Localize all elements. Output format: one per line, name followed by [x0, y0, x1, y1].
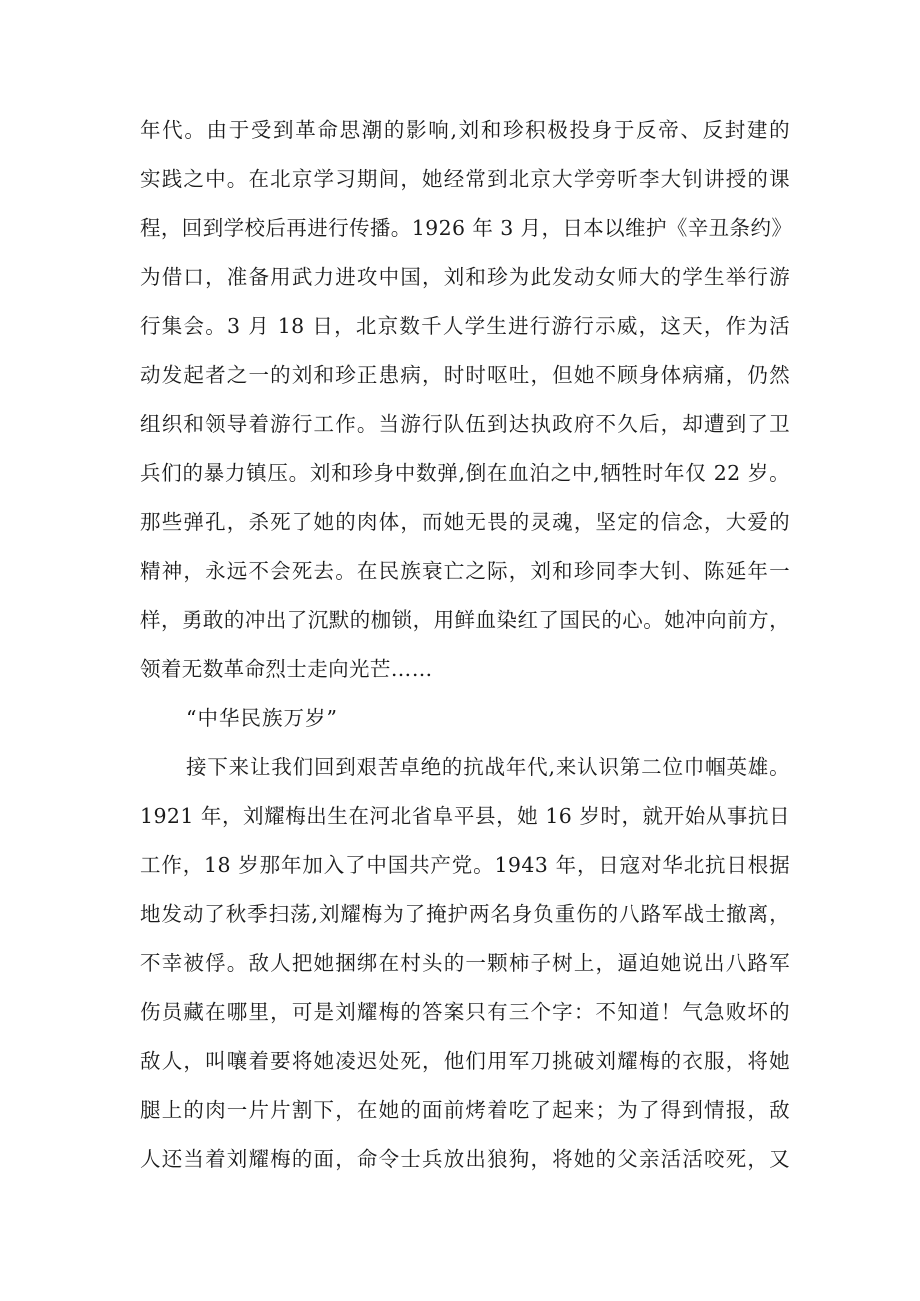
- text-line: 为借口，准备用武力进攻中国，刘和珍为此发动女师大的学生举行游: [140, 265, 790, 289]
- text-line: 行集会。3 月 18 日，北京数千人学生进行游行示威，这天，作为活: [140, 314, 790, 338]
- text-line: 接下来让我们回到艰苦卓绝的抗战年代,来认识第二位巾帼英雄。: [186, 755, 790, 779]
- text-line: 精神，永远不会死去。在民族衰亡之际，刘和珍同李大钊、陈延年一: [140, 559, 790, 583]
- text-line: 实践之中。在北京学习期间，她经常到北京大学旁听李大钊讲授的课: [140, 167, 790, 191]
- text-line: 兵们的暴力镇压。刘和珍身中数弹,倒在血泊之中,牺牲时年仅 22 岁。: [140, 461, 790, 485]
- text-line: 不幸被俘。敌人把她捆绑在村头的一颗柿子树上，逼迫她说出八路军: [140, 951, 790, 975]
- text-line: 1921 年，刘耀梅出生在河北省阜平县，她 16 岁时，就开始从事抗日: [140, 804, 790, 828]
- text-line: 腿上的肉一片片割下，在她的面前烤着吃了起来；为了得到情报，敌: [140, 1098, 790, 1122]
- text-line: 工作，18 岁那年加入了中国共产党。1943 年，日寇对华北抗日根据: [140, 853, 790, 877]
- text-line: 地发动了秋季扫荡,刘耀梅为了掩护两名身负重伤的八路军战士撤离，: [140, 902, 790, 926]
- text-line: 伤员藏在哪里，可是刘耀梅的答案只有三个字：不知道！气急败坏的: [140, 1000, 790, 1024]
- text-line: 敌人，叫嚷着要将她凌迟处死，他们用军刀挑破刘耀梅的衣服，将她: [140, 1049, 790, 1073]
- text-line: 样，勇敢的冲出了沉默的枷锁，用鲜血染红了国民的心。她冲向前方，: [140, 608, 790, 632]
- text-line: 年代。由于受到革命思潮的影响,刘和珍积极投身于反帝、反封建的: [140, 118, 790, 142]
- text-line: 程，回到学校后再进行传播。1926 年 3 月，日本以维护《辛丑条约》: [140, 216, 793, 240]
- text-line: 人还当着刘耀梅的面，命令士兵放出狼狗，将她的父亲活活咬死，又: [140, 1147, 790, 1171]
- text-line: 那些弹孔，杀死了她的肉体，而她无畏的灵魂，坚定的信念，大爱的: [140, 510, 790, 534]
- text-line: 组织和领导着游行工作。当游行队伍到达执政府不久后，却遭到了卫: [140, 412, 790, 436]
- text-line: 领着无数革命烈士走向光芒……: [140, 657, 433, 681]
- text-line: 动发起者之一的刘和珍正患病，时时呕吐，但她不顾身体病痛，仍然: [140, 363, 790, 387]
- section-heading: “中华民族万岁”: [186, 706, 338, 730]
